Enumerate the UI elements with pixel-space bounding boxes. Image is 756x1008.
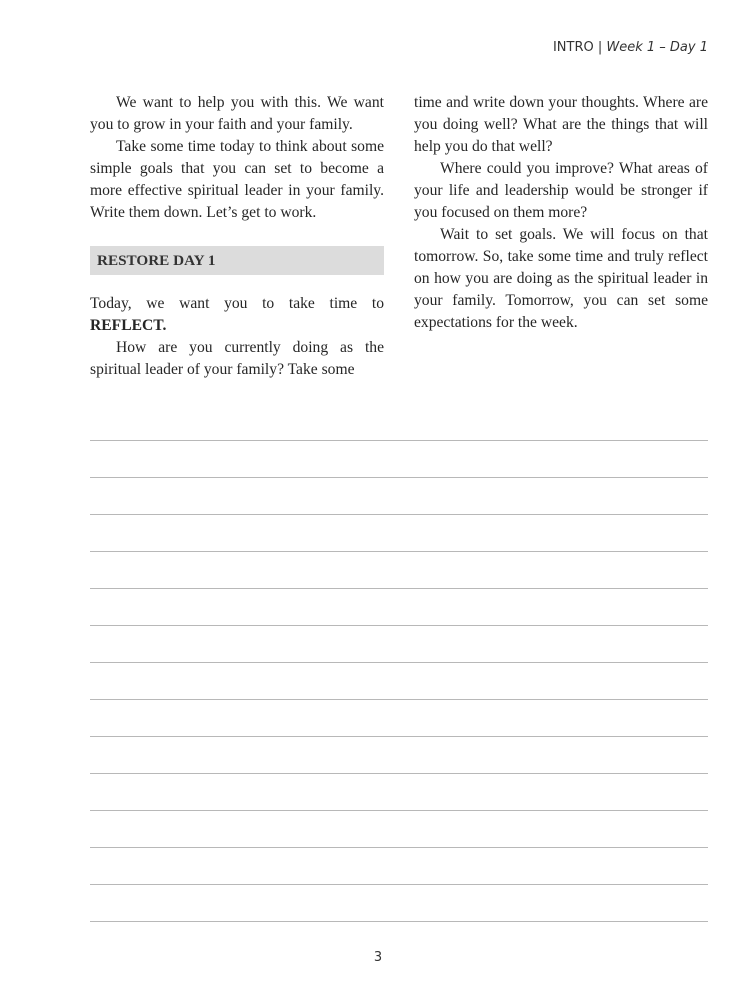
running-header (553, 40, 708, 55)
writing-line (90, 551, 708, 552)
paragraph: Where could you improve? What areas of your life and leadership would be stronger if you focused on them more? (414, 160, 708, 221)
writing-line (90, 884, 708, 885)
reflect-paragraph (90, 293, 384, 337)
writing-line (90, 699, 708, 700)
writing-line (90, 736, 708, 737)
section-heading: RESTORE DAY 1 (90, 246, 384, 275)
writing-line (90, 625, 708, 626)
paragraph: How are you currently doing as the spiritual leader of your family? Take some (90, 339, 384, 378)
writing-line (90, 514, 708, 515)
writing-line (90, 810, 708, 811)
header-week-day: Week 1 – Day 1 (606, 40, 708, 55)
reflect-intro: Today, we want you to take time to (90, 295, 384, 312)
writing-line (90, 847, 708, 848)
writing-line (90, 662, 708, 663)
header-separator: | (593, 40, 607, 55)
right-column (414, 92, 708, 334)
writing-line (90, 921, 708, 922)
paragraph: We want to help you with this. We want you to grow in your faith and your family. (90, 94, 384, 133)
writing-line (90, 773, 708, 774)
reflect-bold: REFLECT. (90, 317, 167, 334)
paragraph: time and write down your thoughts. Where are you doing well? What are the things that will help you do that well? (414, 94, 708, 155)
paragraph: Take some time today to think about some simple goals that you can set to become a more effective spiritual leader in your family. Write them down. Let’s get to work. (90, 138, 384, 221)
writing-line (90, 477, 708, 478)
header-section: INTRO (552, 40, 594, 55)
writing-line (90, 588, 708, 589)
writing-line (90, 440, 708, 441)
paragraph: Wait to set goals. We will focus on that tomorrow. So, take some time and truly reflect on how you are doing as the spiritual leader in your family. Tomorrow, you can set some expectations for the week. (414, 226, 708, 331)
page-number: 3 (373, 950, 383, 965)
left-column (90, 92, 384, 381)
